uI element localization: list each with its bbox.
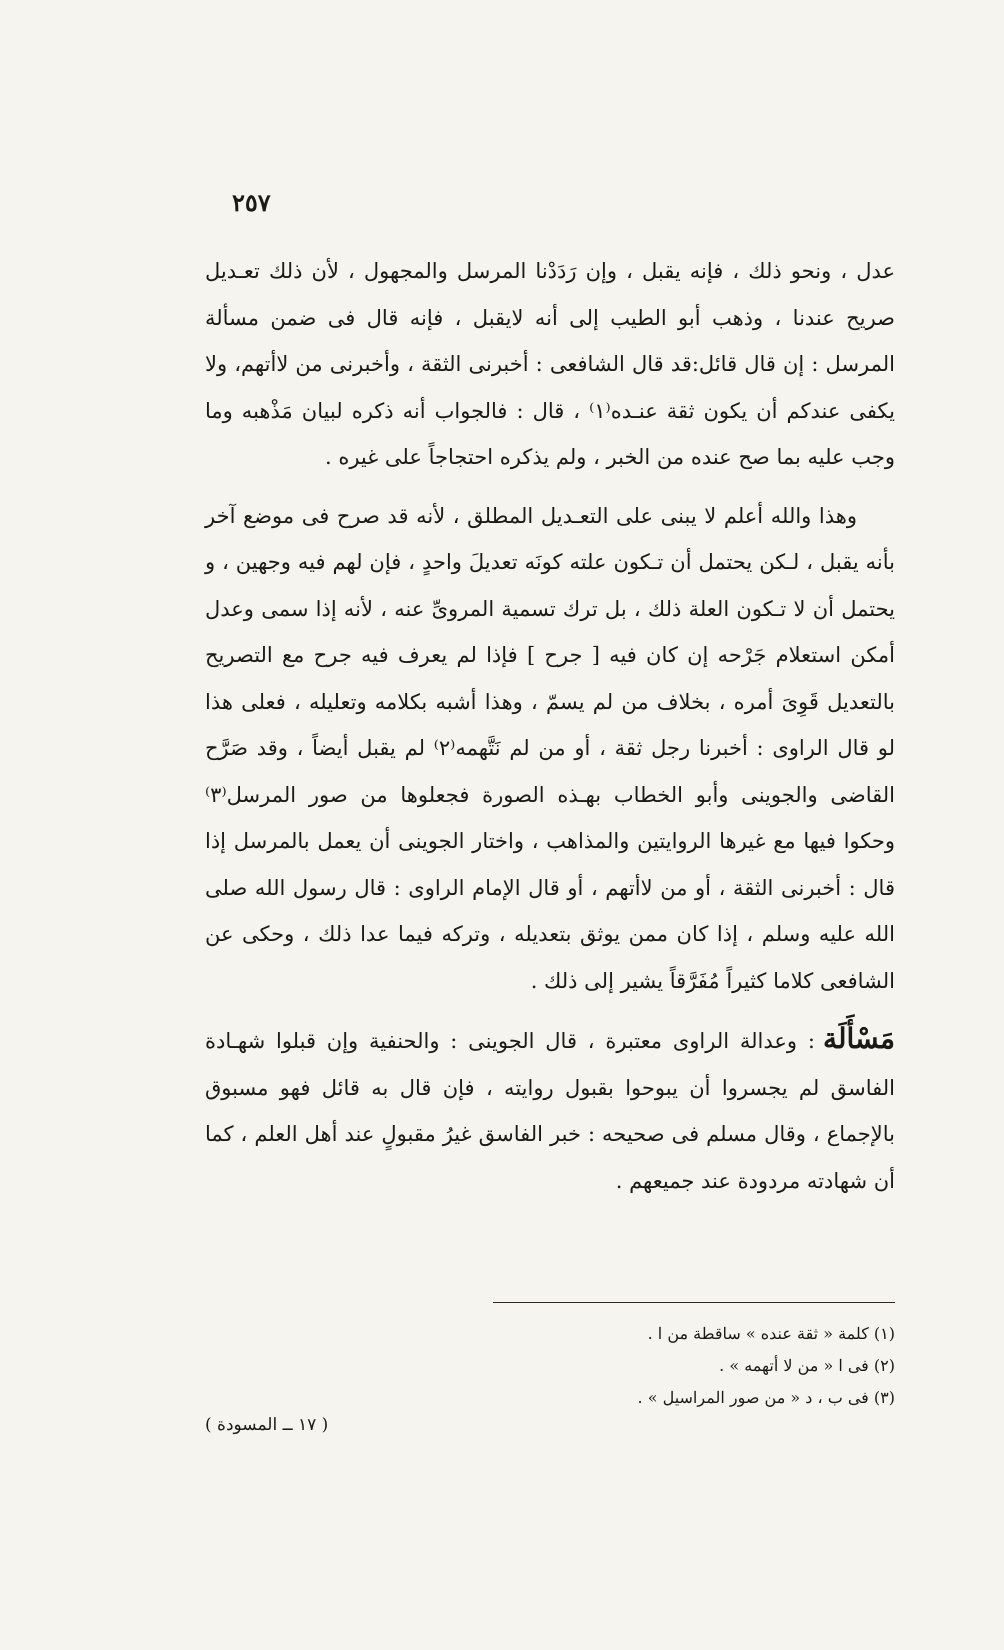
- footnote-2: (٢) فى ا « من لا أتهمه » .: [719, 1356, 895, 1375]
- page-number: ٢٥٧: [232, 188, 271, 217]
- footnote-3: (٣) فى ب ، د « من صور المراسيل » .: [637, 1388, 895, 1407]
- main-text: [205, 248, 895, 1216]
- section-text: : وعدالة الراوى معتبرة ، قال الجوينى : والحنفية وإن قبلوا شهـادة الفاسق لم يجسروا أن يبوحوا بقبول روايته ، فإن قال به قائل فهو مسبوق بالإجماع ، وقال مسلم فى صحيحه : خبر الفاسق غيرُ مقبولٍ عند أهل العلم ، كما أن شهادته مردودة عند جميعهم .: [205, 1029, 895, 1193]
- paragraph-1: عدل ، ونحو ذلك ، فإنه يقبل ، وإن رَدَدْنا المرسل والمجهول ، لأن ذلك تعـديل صريح عندنا ، وذهب أبو الطيب إلى أنه لايقبل ، فإنه قال فى ضمن مسألة المرسل : إن قال قائل:قد قال الشافعى : أخبرنى الثقة ، وأخبرنى من لاأتهم، ولا يكفى عندكم أن يكون ثقة عنـده⁽١⁾ ، قال : فالجواب أنه ذكره لبيان مَذْهبه وما وجب عليه بما صح عنده من الخبر ، ولم يذكره احتجاجاً على غيره .: [205, 259, 895, 469]
- section-heading: مَسْأَلَة: [822, 1022, 895, 1055]
- section-paragraph: [205, 1016, 895, 1204]
- paragraph-2: وهذا والله أعلم لا يبنى على التعـديل المطلق ، لأنه قد صرح فى موضع آخر بأنه يقبل ، لـكن يحتمل أن تـكون علته كونَه تعديلَ واحدٍ ، فإن لهم فيه وجهين ، و يحتمل أن لا تـكون العلة ذلك ، بل ترك تسمية المروىِّ عنه ، لأنه إذا سمى وعدل أمكن استعلام جَرْحه إن كان فيه [ جرح ] فإذا لم يعرف فيه جرح مع التصريح بالتعديل قَوِىَ أمره ، بخلاف من لم يسمّ ، وهذا أشبه بكلامه وتعليله ، فعلى هذا لو قال الراوى : أخبرنا رجل ثقة ، أو من لم نَتَّهمه⁽٢⁾ لم يقبل أيضاً ، وقد صَرَّح القاضى والجوينى وأبو الخطاب بهـذه الصورة فجعلوها من صور المرسل⁽٣⁾ وحكوا فيها مع غيرها الروايتين والمذاهب ، واختار الجوينى أن يعمل بالمرسل إذا قال : أخبرنى الثقة ، أو من لاأتهم ، أو قال الإمام الراوى : قال رسول الله صلى الله عليه وسلم ، إذا كان ممن يوثق بتعديله ، وتركه فيما عدا ذلك ، وحكى عن الشافعى كلاما كثيراً مُفَرَّقاً يشير إلى ذلك .: [205, 503, 895, 993]
- footnote-divider: [493, 1302, 895, 1303]
- footnote-1: (١) كلمة « ثقة عنده » ساقطة من ا .: [647, 1324, 895, 1343]
- signature-mark: ( ١٧ ــ المسودة ): [205, 1415, 329, 1435]
- footnotes: [495, 1318, 895, 1414]
